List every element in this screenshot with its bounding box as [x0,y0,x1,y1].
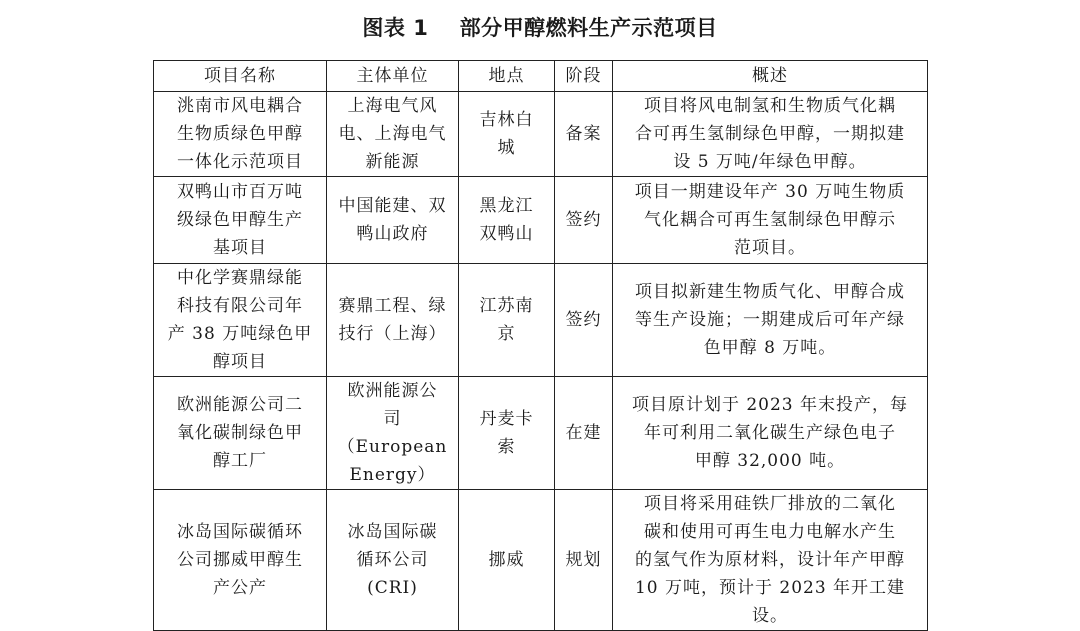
table-row [154,177,928,264]
header-summary: 概述 [613,61,928,92]
summary-cell: 项目一期建设年产 30 万吨生物质 气化耦合可再生氢制绿色甲醇示 范项目。 [613,177,928,264]
summary-cell: 项目拟新建生物质气化、甲醇合成 等生产设施；一期建成后可年产绿 色甲醇 8 万吨。 [613,264,928,377]
stage-cell: 签约 [555,177,613,264]
project-name-cell: 冰岛国际碳循环 公司挪威甲醇生 产公产 [154,490,327,631]
stage-cell: 签约 [555,264,613,377]
project-name-cell: 双鸭山市百万吨 级绿色甲醇生产 基项目 [154,177,327,264]
projects-table [153,60,928,631]
table-row [154,92,928,177]
table-row [154,377,928,490]
project-name-cell: 中化学赛鼎绿能 科技有限公司年 产 38 万吨绿色甲 醇项目 [154,264,327,377]
location-cell: 丹麦卡 索 [459,377,555,490]
entity-cell: 冰岛国际碳 循环公司 (CRI) [327,490,459,631]
summary-cell: 项目原计划于 2023 年末投产，每 年可利用二氧化碳生产绿色电子 甲醇 32,000 吨。 [613,377,928,490]
table-header-row [154,61,928,92]
entity-cell: 赛鼎工程、绿 技行（上海） [327,264,459,377]
location-cell: 黑龙江 双鸭山 [459,177,555,264]
summary-cell: 项目将风电制氢和生物质气化耦 合可再生氢制绿色甲醇，一期拟建 设 5 万吨/年绿色甲醇。 [613,92,928,177]
header-project-name: 项目名称 [154,61,327,92]
project-name-cell: 洮南市风电耦合 生物质绿色甲醇 一体化示范项目 [154,92,327,177]
figure-title: 图表 1 部分甲醇燃料生产示范项目 [362,16,718,40]
entity-cell: 欧洲能源公 司（European Energy） [327,377,459,490]
header-entity: 主体单位 [327,61,459,92]
table-row [154,264,928,377]
stage-cell: 备案 [555,92,613,177]
location-cell: 江苏南 京 [459,264,555,377]
stage-cell: 在建 [555,377,613,490]
stage-cell: 规划 [555,490,613,631]
entity-cell: 上海电气风 电、上海电气 新能源 [327,92,459,177]
header-location: 地点 [459,61,555,92]
header-stage: 阶段 [555,61,613,92]
location-cell: 挪威 [459,490,555,631]
summary-cell: 项目将采用硅铁厂排放的二氧化 碳和使用可再生电力电解水产生 的氢气作为原材料，设计年产甲醇 10 万吨，预计于 2023 年开工建设。 [613,490,928,631]
table-row [154,490,928,631]
entity-cell: 中国能建、双 鸭山政府 [327,177,459,264]
location-cell: 吉林白 城 [459,92,555,177]
project-name-cell: 欧洲能源公司二 氧化碳制绿色甲 醇工厂 [154,377,327,490]
